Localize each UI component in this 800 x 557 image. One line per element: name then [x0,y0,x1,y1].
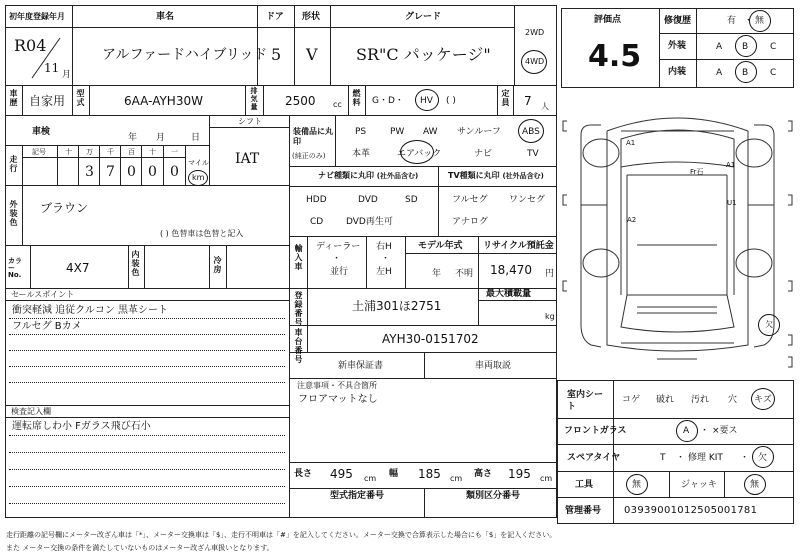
door-value: 5 [271,45,282,64]
equipment-label: 装備品に丸印 [293,127,333,147]
first-reg-label: 初年度登録年月 [9,12,65,21]
door-label: ドア [266,12,284,22]
shift-label: シフト [238,117,262,126]
inspector-label: 検査記入欄 [11,407,51,416]
mileage-header-hyaku: 百 [128,148,135,156]
fuel-options: G・D・ [372,96,404,106]
first-reg-month: 11 [44,61,60,75]
sheet-burn: コゲ [622,395,641,405]
equip-airbag: エアバック [397,149,442,159]
shaken-label: 車検 [32,127,51,137]
management-label: 管理番号 [565,506,602,516]
spare-label: スペアタイヤ [567,453,621,463]
car-name-label: 車名 [156,12,175,22]
length-cm: cm [364,474,377,483]
model-year-unit: 年 [432,269,442,279]
ac-label: 冷房 [213,256,222,274]
mileage-digit: 0 [170,164,179,180]
tv-oneseg: ワンセグ [509,195,546,205]
import-dealer: ディーラー [316,242,361,252]
mileage-header-man: 万 [86,148,93,156]
shape-value: V [306,45,318,64]
equip-ps: PS [355,127,367,137]
color-no-value: 4X7 [66,261,90,275]
damage-mark-a1-left: A1 [626,139,636,147]
damage-mark-u1: U1 [727,199,737,207]
score-label: 評価点 [594,15,622,25]
exterior-grade-label: 外装 [668,41,687,51]
sheet-scratch: キズ [754,395,772,405]
import-label: 輸入車 [294,244,303,271]
repair-label: 修復歴 [664,16,692,26]
footer-note-1: 走行距離の記号欄にメーター改ざん車は「*」、メーター交換車は「$」、走行不明車は「#」を記入してください。メーター交換で合算表示した場合にも「$」を記入ください。 [6,531,557,539]
shaken-month-unit: 月 [156,133,166,143]
sheet-tear: 破れ [656,395,675,405]
windshield-dot: ・ [700,426,710,436]
repair-dot: ・ [744,16,754,26]
shaken-day-unit: 日 [191,133,201,143]
warranty-doc: 新車保証書 [338,361,384,371]
import-parallel: 並行 [330,267,349,277]
tools-label: 工具 [575,480,594,490]
color-change-note: ( ) 色替車は色替と記入 [160,229,244,238]
chassis-label: 車台番号 [294,328,303,364]
model-year-label: モデル年式 [418,241,463,251]
interior-grade-label: 内装 [668,67,687,77]
height-value: 195 [508,467,531,481]
equip-aw: AW [423,127,438,137]
manual-doc: 車両取説 [475,361,512,371]
mileage-digit: 0 [148,164,157,180]
exterior-color-value: ブラウン [40,201,89,215]
mileage-header-juu: 十 [149,148,156,156]
import-right-h: 右H [376,242,392,252]
repair-yes: 有 [727,16,737,26]
tv-label-sub: (社外品含む) [502,172,544,180]
tv-label [448,172,544,180]
exterior-color-label: 外装色 [9,200,18,227]
spare-missing: 欠 [758,453,768,463]
registration-value: 土浦301ほ2751 [352,299,442,313]
grade-label: グレード [405,12,442,22]
height-label: 高さ [474,469,493,479]
recycle-yen: 円 [545,269,555,279]
capacity-value: 7 [524,94,532,108]
chassis-value: AYH30-0151702 [382,332,479,346]
fuel-selected: HV [420,96,433,106]
import-dot: ・ [332,254,342,264]
mile-label: マイル [188,159,209,167]
first-reg-year: R04 [14,36,47,55]
import-dot-2: ・ [381,254,391,264]
management-value: 03939001012505001781 [624,505,758,516]
capacity-unit: 人 [541,102,549,111]
max-load-label: 最大積載量 [486,289,532,299]
jack-value: 無 [750,480,760,490]
tv-label-text: TV種類に丸印 [448,171,500,180]
drive-4wd: 4WD [525,57,545,66]
model-value: 6AA-AYH30W [124,94,203,108]
exterior-grade-a: A [716,42,723,52]
navi-dvd-play: DVD再生可 [346,217,393,227]
width-value: 185 [418,467,441,481]
car-damage-diagram [561,95,794,380]
equip-pw: PW [390,127,405,137]
score-value: 4.5 [588,39,642,74]
mileage-digit: 0 [127,164,136,180]
shape-label: 形状 [302,12,321,22]
jack-label: ジャッキ [681,480,717,490]
navi-sd: SD [405,195,418,205]
width-cm: cm [450,474,463,483]
sales-points-line2: フルセグ Bカメ [12,321,82,332]
spare-t: T [660,453,666,463]
car-name: アルファードハイブリッド [102,47,268,63]
type-label: 型式指定番号 [330,491,385,501]
mileage-digit: 7 [106,164,115,180]
equip-tv: TV [527,149,539,159]
equip-navi: ナビ [474,149,493,159]
recycle-value: 18,470 [490,263,532,277]
mileage-header-10man: 十 [65,148,72,156]
recycle-label: リサイクル預託金 [483,241,554,251]
import-left-h: 左H [376,267,392,277]
navi-label-sub: (社外品含む) [376,172,419,180]
notes-label: 注意事項・不具合箇所 [297,381,377,390]
category-value: 自家用 [29,94,66,108]
shift-value: IAT [235,151,260,167]
tv-analog: アナログ [452,217,489,227]
registration-label: 登録番号 [294,291,303,327]
length-value: 495 [330,467,353,481]
spare-kit: 修理 KIT [688,453,723,463]
sales-points-label: セールスポイント [11,290,75,299]
category-label: 車歴 [9,89,18,107]
model-label: 型式 [76,89,85,107]
repair-no: 無 [755,16,765,26]
displacement-value: 2500 [285,94,316,108]
spare-dot-2: ・ [740,453,750,463]
damage-mark-a2: A2 [627,216,637,224]
height-cm: cm [540,474,553,483]
color-no-label: カラーNo. [8,257,22,279]
equipment-sub-label: (純正のみ) [292,152,326,160]
missing-mark: 欠 [765,320,773,329]
interior-color-label: 内装色 [131,250,140,277]
windshield-replace: ×要ス [712,426,738,436]
damage-mark-a1-right: A1 [726,161,736,169]
tv-fullseg: フルセグ [452,195,488,205]
month-unit: 月 [62,70,72,80]
navi-cd: CD [310,217,324,227]
mileage-digit: 3 [85,164,94,180]
model-year-unknown: 不明 [455,269,474,279]
sheet-dirt: 汚れ [691,395,710,405]
fuel-paren: ( ) [446,96,456,106]
exterior-grade-c: C [770,42,777,52]
damage-mark-fr-stone: Fr石 [690,168,704,176]
mileage-header-sen: 千 [107,148,114,156]
class-label: 類別区分番号 [466,491,521,501]
grade-value: SR"C パッケージ" [356,45,491,64]
navi-dvd: DVD [358,195,378,205]
interior-grade-b: B [742,68,749,78]
max-load-kg: kg [545,312,555,321]
mileage-header-ichi: 一 [171,148,178,156]
mileage-header-sym: 記号 [32,148,46,156]
capacity-label: 定員 [501,89,510,107]
inspector-line1: 運転席しわ小 Fガラス飛び石小 [12,421,151,432]
cc-unit: cc [333,100,342,109]
width-label: 幅 [389,469,399,479]
footer-note-2: また メーター交換の条件を満たしていないものはメーター改ざん車扱いとなります。 [6,544,274,552]
equip-leather: 本革 [352,149,371,159]
notes-value: フロアマットなし [298,394,378,405]
interior-sheet-label: 室内シート [567,390,604,412]
spare-dot: ・ [676,453,686,463]
navi-hdd: HDD [306,195,327,205]
mileage-label: 走行 [9,155,18,173]
navi-label [318,172,418,180]
km-label: km [192,173,205,182]
interior-grade-a: A [716,68,723,78]
sheet-hole: 穴 [728,395,738,405]
interior-grade-c: C [770,68,777,78]
equip-sunroof: サンルーフ [457,127,501,137]
windshield-label: フロントガラス [564,426,627,436]
shaken-year-unit: 年 [128,133,138,143]
tools-value: 無 [632,480,642,490]
exterior-grade-b: B [742,42,749,52]
drive-2wd: 2WD [525,28,545,37]
navi-label-text: ナビ種類に丸印 [318,171,374,180]
windshield-a: A [683,426,690,436]
fuel-label: 燃料 [352,89,361,107]
sales-points-line1: 衝突軽減 追従クルコン 黒革シート [12,305,169,316]
displacement-label: 排気量 [250,87,258,111]
equip-abs: ABS [522,127,540,137]
length-label: 長さ [294,469,313,479]
